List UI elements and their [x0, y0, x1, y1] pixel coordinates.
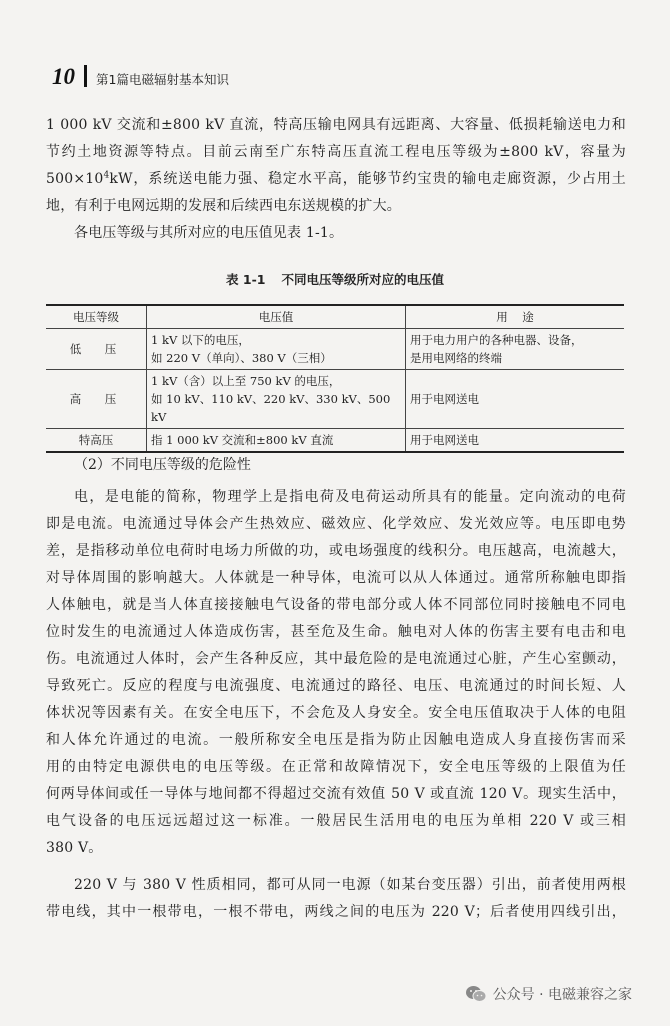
level-cell: 低 压	[46, 329, 147, 370]
value-cell: 指 1 000 kV 交流和±800 kV 直流	[147, 429, 406, 453]
page-header	[52, 62, 229, 90]
para-line: 带电线，其中一根带电，一根不带电，两线之间的电压为 220 V；后者使用四线引出，	[46, 904, 626, 920]
col-header-value: 电压值	[147, 305, 406, 329]
wechat-watermark	[465, 984, 632, 1004]
para-line: 导致死亡。反应的程度与电流强度、电流通过的路径、电压、电流通过的时间长短、人	[46, 678, 626, 694]
intro-line: 节约土地资源等特点。目前云南至广东特高压直流工程电压等级为±800 kV，容量为	[46, 144, 626, 160]
header-divider	[84, 65, 87, 87]
page-number: 10	[52, 64, 75, 89]
para-line: 差，是指移动单位电荷时电场力所做的功，或电场强度的线积分。电压越高，电流越大，	[46, 543, 626, 559]
para-line: 即是电流。电流通过导体会产生热效应、磁效应、化学效应、发光效应等。电压即电势	[46, 516, 626, 532]
para-line: 伤。电流通过人体时，会产生各种反应，其中最危险的是电流通过心脏，产生心室颤动，	[46, 651, 626, 667]
para-line: 人体触电，就是当人体直接接触电气设备的带电部分或人体不同部位同时接触电不同电	[46, 597, 626, 613]
hazard-paragraph	[46, 484, 626, 862]
watermark-text: 公众号 · 电磁兼容之家	[492, 987, 632, 1003]
para-line: 电，是电能的简称，物理学上是指电荷及电荷运动所具有的能量。定向流动的电荷	[74, 489, 626, 505]
level-cell: 特高压	[46, 429, 147, 453]
value-cell: 1 kV（含）以上至 750 kV 的电压， 如 10 kV、110 kV、220 kV、330 kV、500 kV	[147, 370, 406, 429]
table-title: 不同电压等级所对应的电压值	[281, 272, 444, 287]
para-line: 和人体允许通过的电流。一般所称安全电压是指为防止因触电造成人身直接伤害而采	[46, 732, 626, 748]
para-line: 220 V 与 380 V 性质相同，都可从同一电源（如某台变压器）引出，前者使用两根	[74, 877, 626, 893]
table-row	[46, 329, 624, 370]
intro-line: 1 000 kV 交流和±800 kV 直流，特高压输电网具有远距离、大容量、低损耗输送电力和	[46, 117, 626, 133]
intro-paragraph	[46, 112, 626, 247]
table-header-row	[46, 305, 624, 329]
use-cell: 用于电网送电	[406, 370, 625, 429]
use-cell: 用于电网送电	[406, 429, 625, 453]
intro-line: $500\times 10^4kW$，系统送电能力强、稳定水平高，能够节约宝贵的输电走廊资源，少占用土	[46, 170, 626, 187]
wechat-icon	[465, 985, 487, 1003]
col-header-level: 电压等级	[46, 305, 147, 329]
para-line: 何两导体间或任一导体与地间都不得超过交流有效值 50 V 或直流 120 V。现实生活中，	[46, 786, 626, 802]
para-line: 用的由特定电源供电的电压等级。在正常和故障情况下，安全电压等级的上限值为任	[46, 759, 626, 775]
section-heading: （2）不同电压等级的危险性	[74, 457, 251, 473]
table-label: 表 1-1	[226, 272, 266, 287]
value-cell: 1 kV 以下的电压， 如 220 V（单向）、380 V（三相）	[147, 329, 406, 370]
use-cell: 用于电力用户的各种电器、设备， 是用电网络的终端	[406, 329, 625, 370]
table-row	[46, 429, 624, 453]
voltage-table	[46, 304, 624, 453]
header-title: 电磁辐射基本知识	[128, 72, 229, 87]
capacity-value: $500\times 10^4$	[46, 170, 110, 187]
col-header-use: 用 途	[406, 305, 625, 329]
para-line: 电气设备的电压远远超过这一标准。一般居民生活用电的电压为单相 220 V 或三相	[46, 813, 626, 829]
para-line: 对导体周围的影响越大。人体就是一种导体，电流可以从人体通过。通常所称触电即指	[46, 570, 626, 586]
para-line: 位时发生的电流通过人体造成伤害，甚至危及生命。触电对人体的伤害主要有电击和电	[46, 624, 626, 640]
table-reference: 各电压等级与其所对应的电压值见表 1-1。	[74, 225, 344, 241]
level-cell: 高 压	[46, 370, 147, 429]
table-caption	[0, 270, 670, 288]
voltage-paragraph	[46, 872, 626, 926]
header-part: 第1篇	[96, 72, 129, 87]
para-line: 380 V。	[46, 840, 103, 856]
intro-line: 地，有利于电网远期的发展和后续西电东送规模的扩大。	[46, 198, 401, 214]
table-row	[46, 370, 624, 429]
para-line: 体状况等因素有关。在安全电压下，不会危及人身安全。安全电压值取决于人体的电阻	[46, 705, 626, 721]
